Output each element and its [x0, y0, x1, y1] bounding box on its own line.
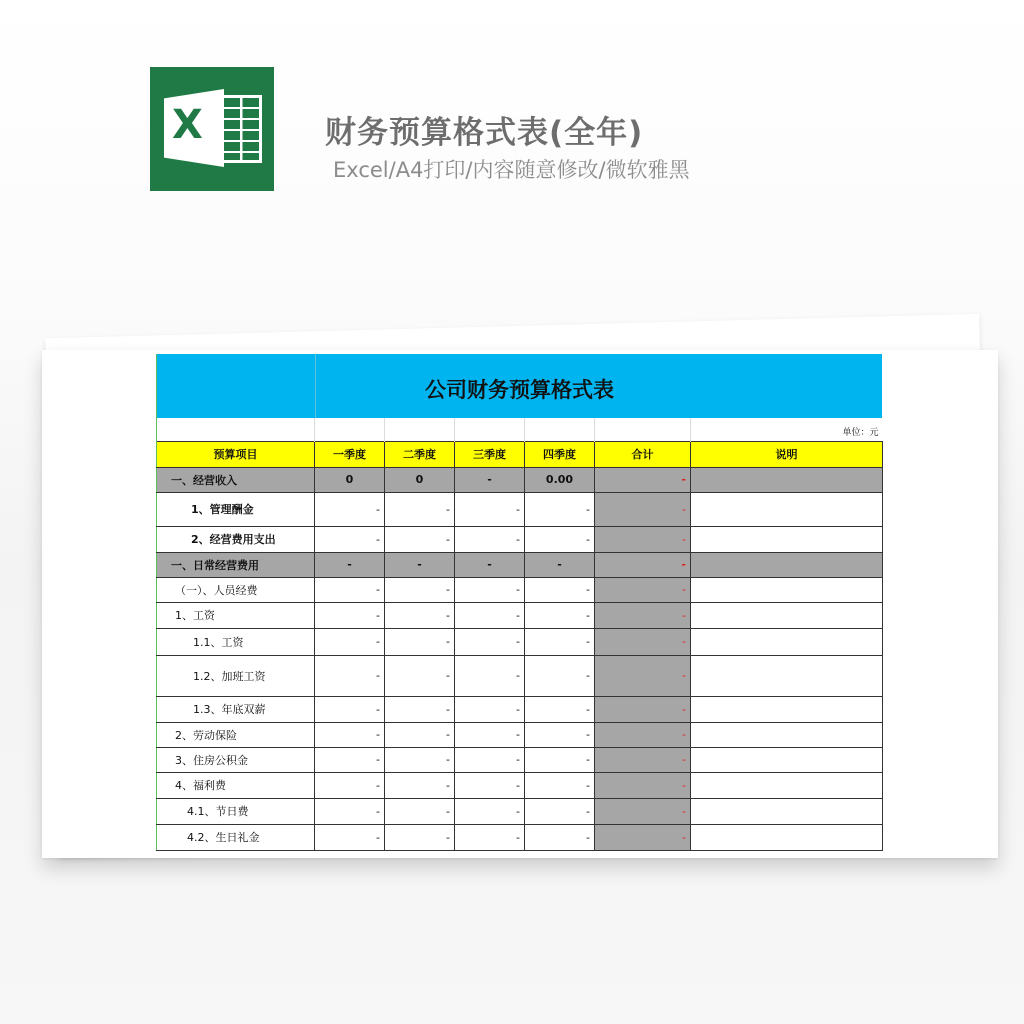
- row-label[interactable]: 2、经营费用支出: [157, 526, 315, 552]
- quarter-value-cell[interactable]: -: [315, 772, 385, 798]
- note-cell[interactable]: [691, 798, 883, 824]
- quarter-value-cell[interactable]: -: [315, 577, 385, 602]
- total-cell[interactable]: -: [595, 467, 691, 492]
- quarter-value-cell[interactable]: -: [525, 526, 595, 552]
- quarter-value-cell[interactable]: -: [525, 798, 595, 824]
- quarter-value-cell[interactable]: -: [525, 602, 595, 628]
- quarter-value-cell[interactable]: -: [455, 577, 525, 602]
- budget-sheet: [156, 354, 882, 851]
- row-label[interactable]: 1、管理酬金: [157, 492, 315, 526]
- quarter-value-cell[interactable]: -: [385, 824, 455, 850]
- quarter-value-cell[interactable]: -: [455, 722, 525, 747]
- table-row: [157, 798, 883, 824]
- column-header[interactable]: 说明: [691, 441, 883, 467]
- quarter-value-cell[interactable]: -: [315, 747, 385, 772]
- note-cell[interactable]: [691, 747, 883, 772]
- column-header[interactable]: 一季度: [315, 441, 385, 467]
- quarter-value-cell[interactable]: -: [385, 552, 455, 577]
- table-row: [157, 824, 883, 850]
- budget-table: [156, 418, 883, 851]
- row-label[interactable]: 一、日常经营费用: [157, 552, 315, 577]
- total-cell[interactable]: -: [595, 722, 691, 747]
- quarter-value-cell[interactable]: -: [455, 824, 525, 850]
- table-row: [157, 577, 883, 602]
- logo-grid-shape: [222, 95, 262, 163]
- total-cell[interactable]: -: [595, 824, 691, 850]
- total-cell[interactable]: -: [595, 655, 691, 696]
- total-cell[interactable]: -: [595, 577, 691, 602]
- quarter-value-cell[interactable]: -: [455, 798, 525, 824]
- quarter-value-cell[interactable]: -: [455, 747, 525, 772]
- column-header[interactable]: 预算项目: [157, 441, 315, 467]
- total-cell[interactable]: -: [595, 526, 691, 552]
- total-cell[interactable]: -: [595, 552, 691, 577]
- quarter-value-cell[interactable]: -: [315, 798, 385, 824]
- quarter-value-cell[interactable]: -: [385, 602, 455, 628]
- quarter-value-cell[interactable]: -: [455, 492, 525, 526]
- quarter-value-cell[interactable]: -: [525, 628, 595, 655]
- quarter-value-cell[interactable]: -: [455, 526, 525, 552]
- logo-letter: X: [172, 102, 203, 148]
- quarter-value-cell[interactable]: -: [385, 772, 455, 798]
- quarter-value-cell[interactable]: -: [315, 602, 385, 628]
- quarter-value-cell[interactable]: -: [385, 696, 455, 722]
- note-cell[interactable]: [691, 772, 883, 798]
- quarter-value-cell[interactable]: -: [385, 628, 455, 655]
- quarter-value-cell[interactable]: -: [525, 824, 595, 850]
- column-header[interactable]: 四季度: [525, 441, 595, 467]
- quarter-value-cell[interactable]: -: [385, 798, 455, 824]
- column-header-row: [157, 441, 883, 467]
- table-row: [157, 747, 883, 772]
- sheet-title-banner: [156, 354, 882, 418]
- note-cell[interactable]: [691, 552, 883, 577]
- page-title: 财务预算格式表(全年): [325, 115, 644, 151]
- row-label[interactable]: 1.2、加班工资: [157, 655, 315, 696]
- note-cell[interactable]: [691, 655, 883, 696]
- note-cell[interactable]: [691, 467, 883, 492]
- total-cell[interactable]: -: [595, 492, 691, 526]
- note-cell[interactable]: [691, 602, 883, 628]
- total-cell[interactable]: -: [595, 696, 691, 722]
- row-label[interactable]: 3、住房公积金: [157, 747, 315, 772]
- quarter-value-cell[interactable]: -: [455, 628, 525, 655]
- total-cell[interactable]: -: [595, 798, 691, 824]
- quarter-value-cell[interactable]: -: [525, 747, 595, 772]
- quarter-value-cell[interactable]: -: [315, 492, 385, 526]
- quarter-value-cell[interactable]: -: [315, 696, 385, 722]
- unit-row: [157, 418, 883, 441]
- row-label[interactable]: 1、工资: [157, 602, 315, 628]
- table-row: [157, 552, 883, 577]
- row-label[interactable]: 4.1、节日费: [157, 798, 315, 824]
- note-cell[interactable]: [691, 722, 883, 747]
- note-cell[interactable]: [691, 696, 883, 722]
- sheet-title: 公司财务预算格式表: [425, 378, 614, 402]
- quarter-value-cell[interactable]: -: [525, 772, 595, 798]
- table-row: [157, 492, 883, 526]
- quarter-value-cell[interactable]: -: [315, 824, 385, 850]
- quarter-value-cell[interactable]: -: [315, 628, 385, 655]
- row-label[interactable]: 4.2、生日礼金: [157, 824, 315, 850]
- table-row: [157, 696, 883, 722]
- quarter-value-cell[interactable]: -: [455, 655, 525, 696]
- quarter-value-cell[interactable]: -: [385, 526, 455, 552]
- quarter-value-cell[interactable]: -: [455, 696, 525, 722]
- total-cell[interactable]: -: [595, 628, 691, 655]
- quarter-value-cell[interactable]: -: [385, 722, 455, 747]
- total-cell[interactable]: -: [595, 772, 691, 798]
- row-label[interactable]: 4、福利费: [157, 772, 315, 798]
- quarter-value-cell[interactable]: -: [525, 722, 595, 747]
- table-row: [157, 467, 883, 492]
- page-subtitle: Excel/A4打印/内容随意修改/微软雅黑: [333, 158, 690, 182]
- quarter-value-cell[interactable]: -: [385, 655, 455, 696]
- table-row: [157, 655, 883, 696]
- unit-label: 单位：元: [691, 418, 883, 441]
- row-label[interactable]: 2、劳动保险: [157, 722, 315, 747]
- quarter-value-cell[interactable]: -: [455, 467, 525, 492]
- quarter-value-cell[interactable]: -: [525, 577, 595, 602]
- quarter-value-cell[interactable]: -: [455, 602, 525, 628]
- column-header[interactable]: 合计: [595, 441, 691, 467]
- spreadsheet-preview: [42, 350, 998, 858]
- total-cell[interactable]: -: [595, 602, 691, 628]
- quarter-value-cell[interactable]: -: [525, 696, 595, 722]
- excel-logo-icon: [150, 67, 274, 191]
- note-cell[interactable]: [691, 526, 883, 552]
- row-label[interactable]: 1.1、工资: [157, 628, 315, 655]
- table-row: [157, 602, 883, 628]
- quarter-value-cell[interactable]: -: [315, 722, 385, 747]
- note-cell[interactable]: [691, 824, 883, 850]
- quarter-value-cell[interactable]: -: [315, 526, 385, 552]
- quarter-value-cell[interactable]: -: [385, 577, 455, 602]
- quarter-value-cell[interactable]: 0: [315, 467, 385, 492]
- note-cell[interactable]: [691, 628, 883, 655]
- table-row: [157, 526, 883, 552]
- quarter-value-cell[interactable]: -: [315, 552, 385, 577]
- row-label[interactable]: （一）、人员经费: [157, 577, 315, 602]
- quarter-value-cell[interactable]: -: [455, 552, 525, 577]
- quarter-value-cell[interactable]: -: [525, 552, 595, 577]
- table-row: [157, 628, 883, 655]
- note-cell[interactable]: [691, 577, 883, 602]
- total-cell[interactable]: -: [595, 747, 691, 772]
- quarter-value-cell[interactable]: -: [455, 772, 525, 798]
- row-label[interactable]: 一、经营收入: [157, 467, 315, 492]
- quarter-value-cell[interactable]: -: [525, 655, 595, 696]
- quarter-value-cell[interactable]: 0: [385, 467, 455, 492]
- quarter-value-cell[interactable]: -: [385, 747, 455, 772]
- quarter-value-cell[interactable]: 0.00: [525, 467, 595, 492]
- quarter-value-cell[interactable]: -: [525, 492, 595, 526]
- note-cell[interactable]: [691, 492, 883, 526]
- table-row: [157, 772, 883, 798]
- quarter-value-cell[interactable]: -: [315, 655, 385, 696]
- column-header[interactable]: 二季度: [385, 441, 455, 467]
- column-header[interactable]: 三季度: [455, 441, 525, 467]
- row-label[interactable]: 1.3、年底双薪: [157, 696, 315, 722]
- table-row: [157, 722, 883, 747]
- quarter-value-cell[interactable]: -: [385, 492, 455, 526]
